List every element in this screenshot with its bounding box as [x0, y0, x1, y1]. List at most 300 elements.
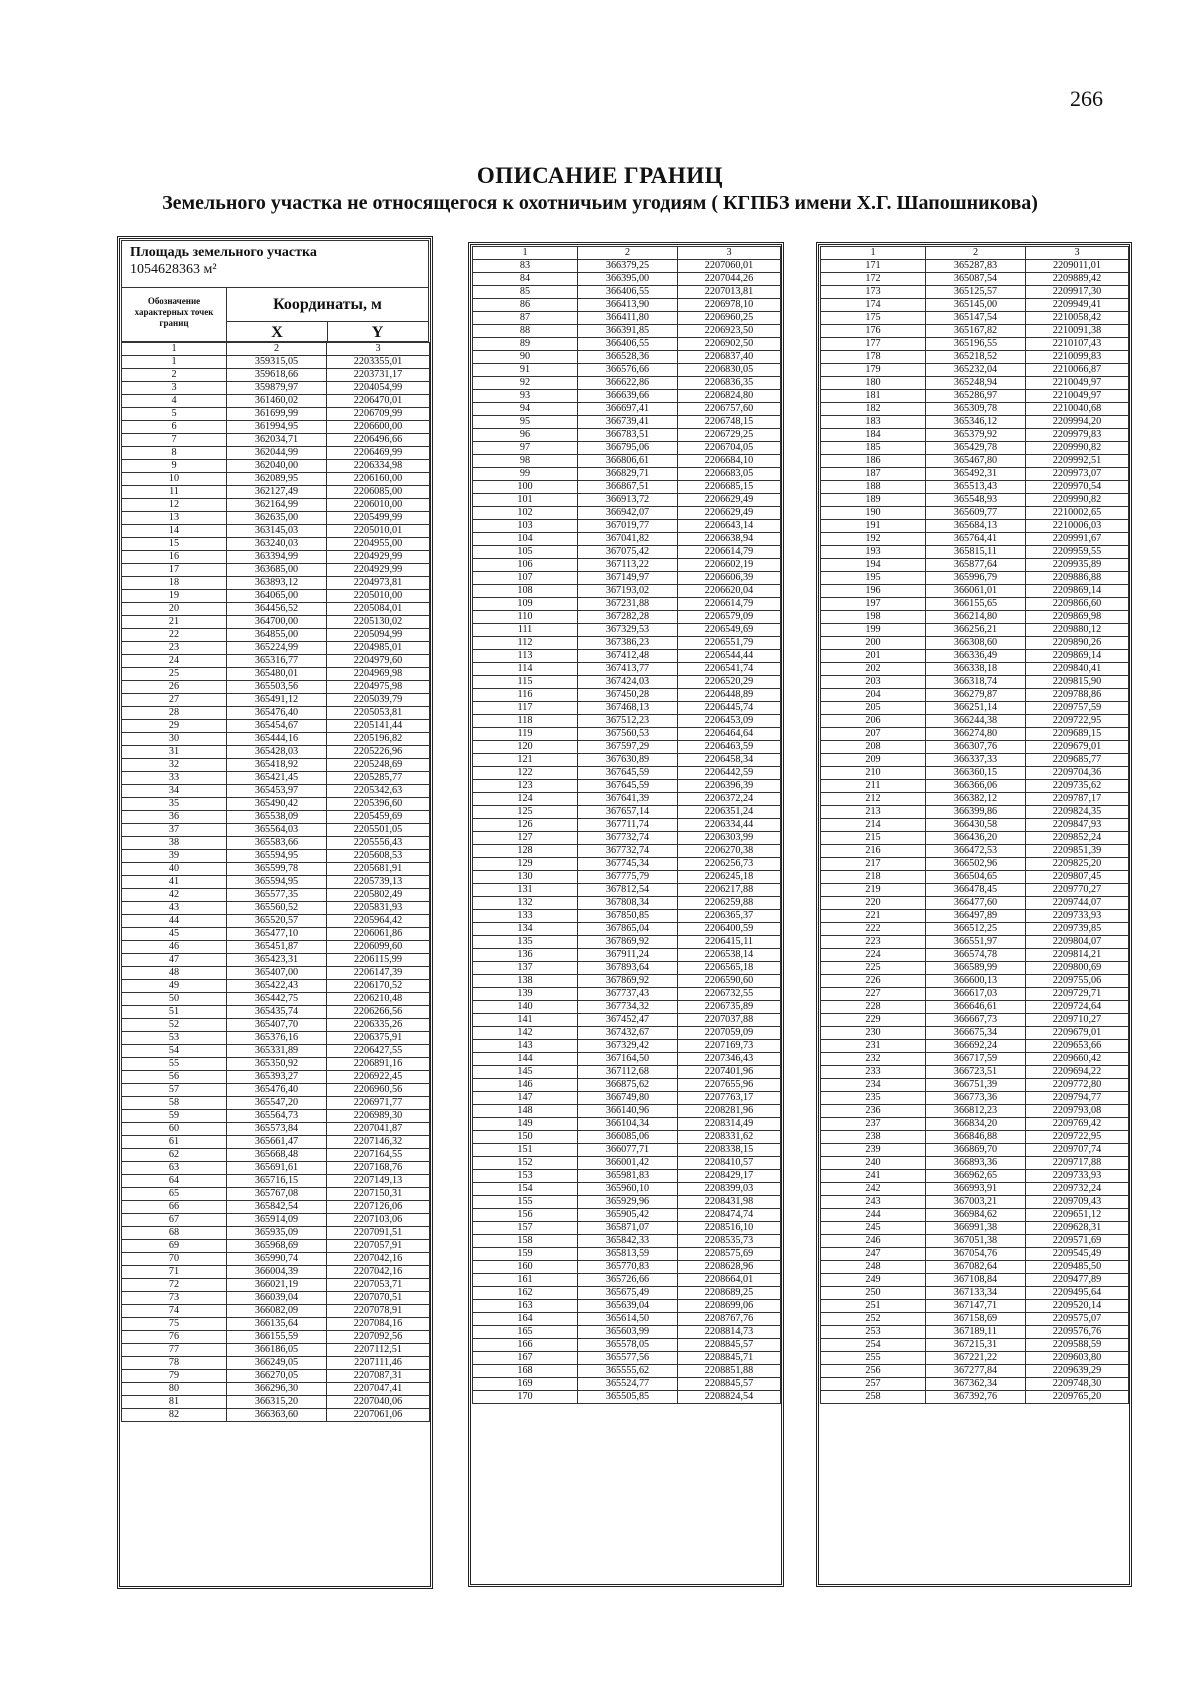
point-number: 241: [821, 1170, 926, 1183]
x-coordinate: 366600,13: [926, 975, 1026, 988]
x-coordinate: 365842,54: [227, 1201, 327, 1214]
y-coordinate: 2205226,96: [327, 746, 430, 759]
x-coordinate: 367108,84: [926, 1274, 1026, 1287]
y-coordinate: 2209729,71: [1026, 988, 1129, 1001]
table-row: [473, 650, 781, 663]
table-row: [473, 1053, 781, 1066]
table-row: [122, 811, 430, 824]
y-coordinate: 2205608,53: [327, 850, 430, 863]
y-coordinate: 2205084,01: [327, 603, 430, 616]
table-row: [122, 746, 430, 759]
y-coordinate: 2206614,79: [678, 546, 781, 559]
point-number: 161: [473, 1274, 578, 1287]
y-coordinate: 2209694,22: [1026, 1066, 1129, 1079]
x-coordinate: 365418,92: [227, 759, 327, 772]
y-coordinate: 2206732,55: [678, 988, 781, 1001]
y-coordinate: 2205094,99: [327, 629, 430, 642]
x-coordinate: 359315,05: [227, 356, 327, 369]
y-coordinate: 2205130,02: [327, 616, 430, 629]
y-coordinate: 2207150,31: [327, 1188, 430, 1201]
y-coordinate: 2209628,31: [1026, 1222, 1129, 1235]
y-coordinate: 2206629,49: [678, 494, 781, 507]
table-row: [473, 624, 781, 637]
x-coordinate: 365691,61: [227, 1162, 327, 1175]
table-row: [122, 499, 430, 512]
point-number: 100: [473, 481, 578, 494]
table-row: [821, 429, 1129, 442]
table-row: [122, 603, 430, 616]
point-number: 169: [473, 1378, 578, 1391]
point-number: 94: [473, 403, 578, 416]
point-number: 110: [473, 611, 578, 624]
table-row: [122, 668, 430, 681]
x-coordinate: 365480,01: [227, 668, 327, 681]
y-coordinate: 2205964,42: [327, 915, 430, 928]
table-row: [821, 1196, 1129, 1209]
x-coordinate: 367193,02: [578, 585, 678, 598]
x-coordinate: 366274,80: [926, 728, 1026, 741]
point-number: 225: [821, 962, 926, 975]
x-coordinate: 366472,53: [926, 845, 1026, 858]
point-number: 1: [821, 247, 926, 260]
point-number: 254: [821, 1339, 926, 1352]
x-coordinate: 366551,97: [926, 936, 1026, 949]
point-number: 107: [473, 572, 578, 585]
y-coordinate: 2206541,74: [678, 663, 781, 676]
table-row: [821, 1261, 1129, 1274]
point-number: 257: [821, 1378, 926, 1391]
point-number: 120: [473, 741, 578, 754]
table-row: [122, 1266, 430, 1279]
point-number: 57: [122, 1084, 227, 1097]
point-number: 195: [821, 572, 926, 585]
x-coordinate: 365421,45: [227, 772, 327, 785]
point-number: 72: [122, 1279, 227, 1292]
table-row: [473, 1196, 781, 1209]
y-coordinate: 2209804,07: [1026, 936, 1129, 949]
coordinates-table-2: [472, 246, 781, 1404]
point-number: 85: [473, 286, 578, 299]
point-number: 246: [821, 1235, 926, 1248]
point-number: 210: [821, 767, 926, 780]
y-coordinate: 2208431,98: [678, 1196, 781, 1209]
y-coordinate: 2208851,88: [678, 1365, 781, 1378]
x-coordinate: 365286,97: [926, 390, 1026, 403]
y-coordinate: 2206824,80: [678, 390, 781, 403]
x-coordinate: 365476,40: [227, 707, 327, 720]
point-number: 118: [473, 715, 578, 728]
point-number: 212: [821, 793, 926, 806]
x-coordinate: 365877,64: [926, 559, 1026, 572]
x-coordinate: 365145,00: [926, 299, 1026, 312]
y-coordinate: 2207044,26: [678, 273, 781, 286]
x-coordinate: 367893,64: [578, 962, 678, 975]
point-number: 58: [122, 1097, 227, 1110]
table-row: [821, 819, 1129, 832]
x-coordinate: 366395,00: [578, 273, 678, 286]
table-row: [821, 715, 1129, 728]
point-number: 157: [473, 1222, 578, 1235]
point-number: 208: [821, 741, 926, 754]
y-coordinate: 2206266,56: [327, 1006, 430, 1019]
table-row: [821, 364, 1129, 377]
y-coordinate: 2206960,25: [678, 312, 781, 325]
point-number: 126: [473, 819, 578, 832]
y-coordinate: 2207042,16: [327, 1266, 430, 1279]
table-row: [473, 1352, 781, 1365]
x-coordinate: 365609,77: [926, 507, 1026, 520]
x-coordinate: 367450,28: [578, 689, 678, 702]
x-coordinate: 365422,43: [227, 980, 327, 993]
table-row: [473, 598, 781, 611]
table-row: [821, 858, 1129, 871]
y-coordinate: 2208628,96: [678, 1261, 781, 1274]
y-coordinate: 2206217,88: [678, 884, 781, 897]
x-coordinate: 366478,45: [926, 884, 1026, 897]
table-row: [122, 980, 430, 993]
point-number: 194: [821, 559, 926, 572]
document-title: ОПИСАНИЕ ГРАНИЦ: [476, 163, 724, 188]
point-number: 242: [821, 1183, 926, 1196]
page-number: 266: [1070, 86, 1103, 111]
table-row: [122, 1253, 430, 1266]
y-coordinate: 2207013,81: [678, 286, 781, 299]
x-coordinate: 365524,77: [578, 1378, 678, 1391]
point-number: 69: [122, 1240, 227, 1253]
x-coordinate: 367215,31: [926, 1339, 1026, 1352]
table-row: [821, 559, 1129, 572]
y-coordinate: 2207126,06: [327, 1201, 430, 1214]
table-row: [122, 1214, 430, 1227]
x-coordinate: 367560,53: [578, 728, 678, 741]
point-number: 237: [821, 1118, 926, 1131]
point-number: 235: [821, 1092, 926, 1105]
point-number: 80: [122, 1383, 227, 1396]
x-coordinate: 365490,42: [227, 798, 327, 811]
y-coordinate: 2206335,26: [327, 1019, 430, 1032]
x-coordinate: 367082,64: [926, 1261, 1026, 1274]
y-coordinate: 2205141,44: [327, 720, 430, 733]
y-coordinate: 2209851,39: [1026, 845, 1129, 858]
x-coordinate: 367630,89: [578, 754, 678, 767]
coordinates-table-3: [820, 246, 1129, 1404]
x-coordinate: 366004,39: [227, 1266, 327, 1279]
y-coordinate: 2206729,25: [678, 429, 781, 442]
table-row: [821, 533, 1129, 546]
point-number: 114: [473, 663, 578, 676]
y-coordinate: 2206448,89: [678, 689, 781, 702]
x-coordinate: 365491,12: [227, 694, 327, 707]
x-coordinate: 367041,82: [578, 533, 678, 546]
table-row: [821, 1014, 1129, 1027]
y-coordinate: 2204054,99: [327, 382, 430, 395]
x-coordinate: 366504,65: [926, 871, 1026, 884]
y-coordinate: 2206606,39: [678, 572, 781, 585]
table-row: [821, 598, 1129, 611]
x-coordinate: 365248,94: [926, 377, 1026, 390]
col-num: 3: [327, 343, 430, 356]
y-coordinate: 2209973,07: [1026, 468, 1129, 481]
y-coordinate: 2205010,01: [327, 525, 430, 538]
point-number: 141: [473, 1014, 578, 1027]
x-coordinate: 366783,51: [578, 429, 678, 442]
point-number: 221: [821, 910, 926, 923]
point-number: 90: [473, 351, 578, 364]
x-coordinate: 366399,86: [926, 806, 1026, 819]
table-row: [122, 1188, 430, 1201]
table-row: [821, 845, 1129, 858]
y-coordinate: 2208516,10: [678, 1222, 781, 1235]
table-row: [122, 642, 430, 655]
point-number: 92: [473, 377, 578, 390]
point-number: 99: [473, 468, 578, 481]
x-coordinate: 367812,54: [578, 884, 678, 897]
point-number: 105: [473, 546, 578, 559]
y-coordinate: 2209866,60: [1026, 598, 1129, 611]
y-coordinate: 2210040,68: [1026, 403, 1129, 416]
point-number: 17: [122, 564, 227, 577]
x-coordinate: 365668,48: [227, 1149, 327, 1162]
point-number: 205: [821, 702, 926, 715]
table-row: [473, 429, 781, 442]
table-row: [473, 325, 781, 338]
x-coordinate: 366430,58: [926, 819, 1026, 832]
table-row: [821, 507, 1129, 520]
x-coordinate: 366812,23: [926, 1105, 1026, 1118]
y-coordinate: 2207401,96: [678, 1066, 781, 1079]
x-coordinate: 366692,24: [926, 1040, 1026, 1053]
point-number: 213: [821, 806, 926, 819]
table-row: [821, 312, 1129, 325]
point-number: 98: [473, 455, 578, 468]
table-row: [473, 988, 781, 1001]
point-number: 95: [473, 416, 578, 429]
table-row: [821, 273, 1129, 286]
table-row: [122, 694, 430, 707]
x-coordinate: 366589,99: [926, 962, 1026, 975]
y-coordinate: 2206836,35: [678, 377, 781, 390]
y-coordinate: 2205196,82: [327, 733, 430, 746]
point-number: 22: [122, 629, 227, 642]
table-row: [473, 754, 781, 767]
table-row: [821, 1118, 1129, 1131]
x-coordinate: 365379,92: [926, 429, 1026, 442]
y-coordinate: 2206115,99: [327, 954, 430, 967]
table-row: [473, 689, 781, 702]
area-value: 1054628363 м²: [130, 262, 217, 277]
table-row: [122, 538, 430, 551]
y-coordinate: 2206709,99: [327, 408, 430, 421]
y-coordinate: 2209800,69: [1026, 962, 1129, 975]
table-row: [821, 1157, 1129, 1170]
point-number: 36: [122, 811, 227, 824]
point-number: 35: [122, 798, 227, 811]
table-row: [821, 1105, 1129, 1118]
y-coordinate: 2208664,01: [678, 1274, 781, 1287]
x-coordinate: 367911,24: [578, 949, 678, 962]
table-row: [821, 325, 1129, 338]
y-coordinate: 2209679,01: [1026, 1027, 1129, 1040]
table-row: [473, 1235, 781, 1248]
y-coordinate: 2209970,54: [1026, 481, 1129, 494]
point-number: 115: [473, 676, 578, 689]
y-coordinate: 2210058,42: [1026, 312, 1129, 325]
y-coordinate: 2208535,73: [678, 1235, 781, 1248]
point-number: 65: [122, 1188, 227, 1201]
point-number: 67: [122, 1214, 227, 1227]
y-coordinate: 2208331,62: [678, 1131, 781, 1144]
point-number: 193: [821, 546, 926, 559]
point-number: 64: [122, 1175, 227, 1188]
x-coordinate: 366082,09: [227, 1305, 327, 1318]
table-row: [473, 468, 781, 481]
y-coordinate: 2206464,64: [678, 728, 781, 741]
table-row: [473, 481, 781, 494]
table-row: [473, 364, 781, 377]
y-coordinate: 2207078,91: [327, 1305, 430, 1318]
point-number: 11: [122, 486, 227, 499]
y-coordinate: 2205802,49: [327, 889, 430, 902]
x-coordinate: 2: [578, 247, 678, 260]
y-coordinate: 2207092,56: [327, 1331, 430, 1344]
table-row: [473, 1248, 781, 1261]
point-number: 104: [473, 533, 578, 546]
x-coordinate: 366667,73: [926, 1014, 1026, 1027]
y-coordinate: 2210099,83: [1026, 351, 1129, 364]
x-coordinate: 366296,30: [227, 1383, 327, 1396]
table-row: [122, 395, 430, 408]
x-coordinate: 366315,20: [227, 1396, 327, 1409]
point-number: 134: [473, 923, 578, 936]
point-number: 78: [122, 1357, 227, 1370]
x-coordinate: 362127,49: [227, 486, 327, 499]
y-coordinate: 2209545,49: [1026, 1248, 1129, 1261]
x-coordinate: 366338,18: [926, 663, 1026, 676]
x-coordinate: 365346,12: [926, 416, 1026, 429]
table-row: [473, 611, 781, 624]
point-number: 186: [821, 455, 926, 468]
x-coordinate: 365813,59: [578, 1248, 678, 1261]
x-coordinate: 365871,07: [578, 1222, 678, 1235]
table-row: [122, 1097, 430, 1110]
y-coordinate: 2206565,18: [678, 962, 781, 975]
table-row: [473, 299, 781, 312]
coords-label: Координаты, м: [227, 287, 428, 322]
point-number: 156: [473, 1209, 578, 1222]
table-row: [821, 481, 1129, 494]
table-row: [821, 1391, 1129, 1404]
table-row: [122, 915, 430, 928]
x-coordinate: 365929,96: [578, 1196, 678, 1209]
x-coordinate: 362635,00: [227, 512, 327, 525]
table-row: [473, 1209, 781, 1222]
x-coordinate: 367149,97: [578, 572, 678, 585]
x-coordinate: 366406,55: [578, 338, 678, 351]
point-number: 155: [473, 1196, 578, 1209]
point-number: 52: [122, 1019, 227, 1032]
y-coordinate: 2209603,80: [1026, 1352, 1129, 1365]
point-number: 142: [473, 1027, 578, 1040]
point-number: 209: [821, 754, 926, 767]
y-coordinate: 2206270,38: [678, 845, 781, 858]
table-row: [821, 1300, 1129, 1313]
y-coordinate: 2206922,45: [327, 1071, 430, 1084]
x-coordinate: 364065,00: [227, 590, 327, 603]
table-row: [473, 1040, 781, 1053]
table-row: [122, 798, 430, 811]
y-coordinate: 2204929,99: [327, 551, 430, 564]
x-coordinate: 365996,79: [926, 572, 1026, 585]
y-coordinate: 2209757,59: [1026, 702, 1129, 715]
table-row: [122, 837, 430, 850]
point-number: 256: [821, 1365, 926, 1378]
x-coordinate: 366249,05: [227, 1357, 327, 1370]
point-number: 182: [821, 403, 926, 416]
point-number: 140: [473, 1001, 578, 1014]
y-coordinate: 2209717,88: [1026, 1157, 1129, 1170]
y-coordinate: 2209689,15: [1026, 728, 1129, 741]
point-number: 229: [821, 1014, 926, 1027]
table-row: [122, 1383, 430, 1396]
y-coordinate: 2209880,12: [1026, 624, 1129, 637]
x-coordinate: 366869,70: [926, 1144, 1026, 1157]
y-coordinate: 2206685,15: [678, 481, 781, 494]
table-row: [473, 1092, 781, 1105]
table-row: [473, 1027, 781, 1040]
x-coordinate: 367732,74: [578, 845, 678, 858]
x-coordinate: 367392,76: [926, 1391, 1026, 1404]
table-row: [473, 416, 781, 429]
table-row: [122, 382, 430, 395]
point-number: 146: [473, 1079, 578, 1092]
table-row: [122, 1396, 430, 1409]
table-row: [473, 390, 781, 403]
table-row: [473, 1170, 781, 1183]
point-number: 30: [122, 733, 227, 746]
table-row: [122, 1006, 430, 1019]
x-coordinate: 366913,72: [578, 494, 678, 507]
x-coordinate: 362164,99: [227, 499, 327, 512]
table-row: [122, 1318, 430, 1331]
x-coordinate: 366391,85: [578, 325, 678, 338]
x-coordinate: 363394,99: [227, 551, 327, 564]
x-coordinate: 365442,75: [227, 993, 327, 1006]
y-coordinate: 2206453,09: [678, 715, 781, 728]
table-row: [821, 923, 1129, 936]
x-coordinate: 365435,74: [227, 1006, 327, 1019]
point-number: 132: [473, 897, 578, 910]
table-row: [122, 1110, 430, 1123]
table-row: [122, 616, 430, 629]
x-coordinate: 366697,41: [578, 403, 678, 416]
point-number: 28: [122, 707, 227, 720]
table-row: [122, 434, 430, 447]
x-coordinate: 365520,57: [227, 915, 327, 928]
point-number: 184: [821, 429, 926, 442]
y-coordinate: 2209660,42: [1026, 1053, 1129, 1066]
x-coordinate: 366155,59: [227, 1331, 327, 1344]
x-coordinate: 366436,20: [926, 832, 1026, 845]
point-number: 187: [821, 468, 926, 481]
y-coordinate: 2207346,43: [678, 1053, 781, 1066]
table-row: [122, 863, 430, 876]
x-coordinate: 2: [926, 247, 1026, 260]
table-row: [473, 767, 781, 780]
x-coordinate: 366502,96: [926, 858, 1026, 871]
x-coordinate: 366576,66: [578, 364, 678, 377]
y-coordinate: 2206638,94: [678, 533, 781, 546]
point-number: 137: [473, 962, 578, 975]
